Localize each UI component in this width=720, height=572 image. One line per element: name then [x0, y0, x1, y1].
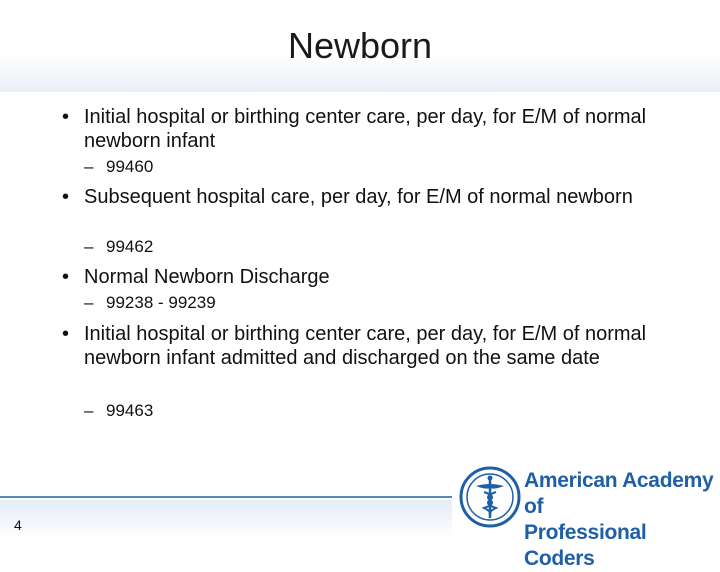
- bullet-icon: •: [62, 266, 70, 288]
- sub-item: [84, 292, 216, 314]
- bullet-icon: •: [62, 106, 70, 128]
- sub-text: 99460: [106, 157, 154, 176]
- logo-line-1: American Academy of: [524, 469, 714, 518]
- dash-icon: –: [84, 401, 94, 420]
- dash-icon: –: [84, 237, 94, 256]
- sub-text: 99462: [106, 237, 154, 256]
- sub-item: [84, 156, 153, 178]
- bullet-text: Normal Newborn Discharge: [84, 266, 330, 288]
- slide-title: Newborn: [287, 25, 433, 66]
- dash-icon: –: [84, 157, 94, 176]
- sub-text: 99238 - 99239: [106, 293, 216, 312]
- footer-band: [0, 500, 452, 540]
- bullet-icon: •: [62, 186, 70, 208]
- bullet-item: [62, 185, 652, 209]
- bullet-text: Initial hospital or birthing center care, per day, for E/M of normal newborn infant: [84, 106, 647, 152]
- bullet-text: Subsequent hospital care, per day, for E/M of normal newborn: [84, 186, 633, 208]
- dash-icon: –: [84, 293, 94, 312]
- sub-item: [84, 400, 153, 422]
- logo-line-2: Professional Coders: [524, 521, 647, 570]
- bullet-text: Initial hospital or birthing center care, per day, for E/M of normal newborn infant admitted and discharged on the same date: [84, 323, 647, 369]
- caduceus-seal-icon: [458, 464, 522, 530]
- footer-divider: [0, 496, 452, 498]
- page-number: 4: [14, 517, 22, 533]
- aapc-logo: [458, 464, 714, 570]
- logo-text: [524, 468, 714, 572]
- bullet-item: [62, 265, 652, 289]
- sub-text: 99463: [106, 401, 154, 420]
- bullet-item: [62, 322, 652, 370]
- sub-item: [84, 236, 153, 258]
- bullet-item: [62, 105, 652, 153]
- bullet-icon: •: [62, 323, 70, 345]
